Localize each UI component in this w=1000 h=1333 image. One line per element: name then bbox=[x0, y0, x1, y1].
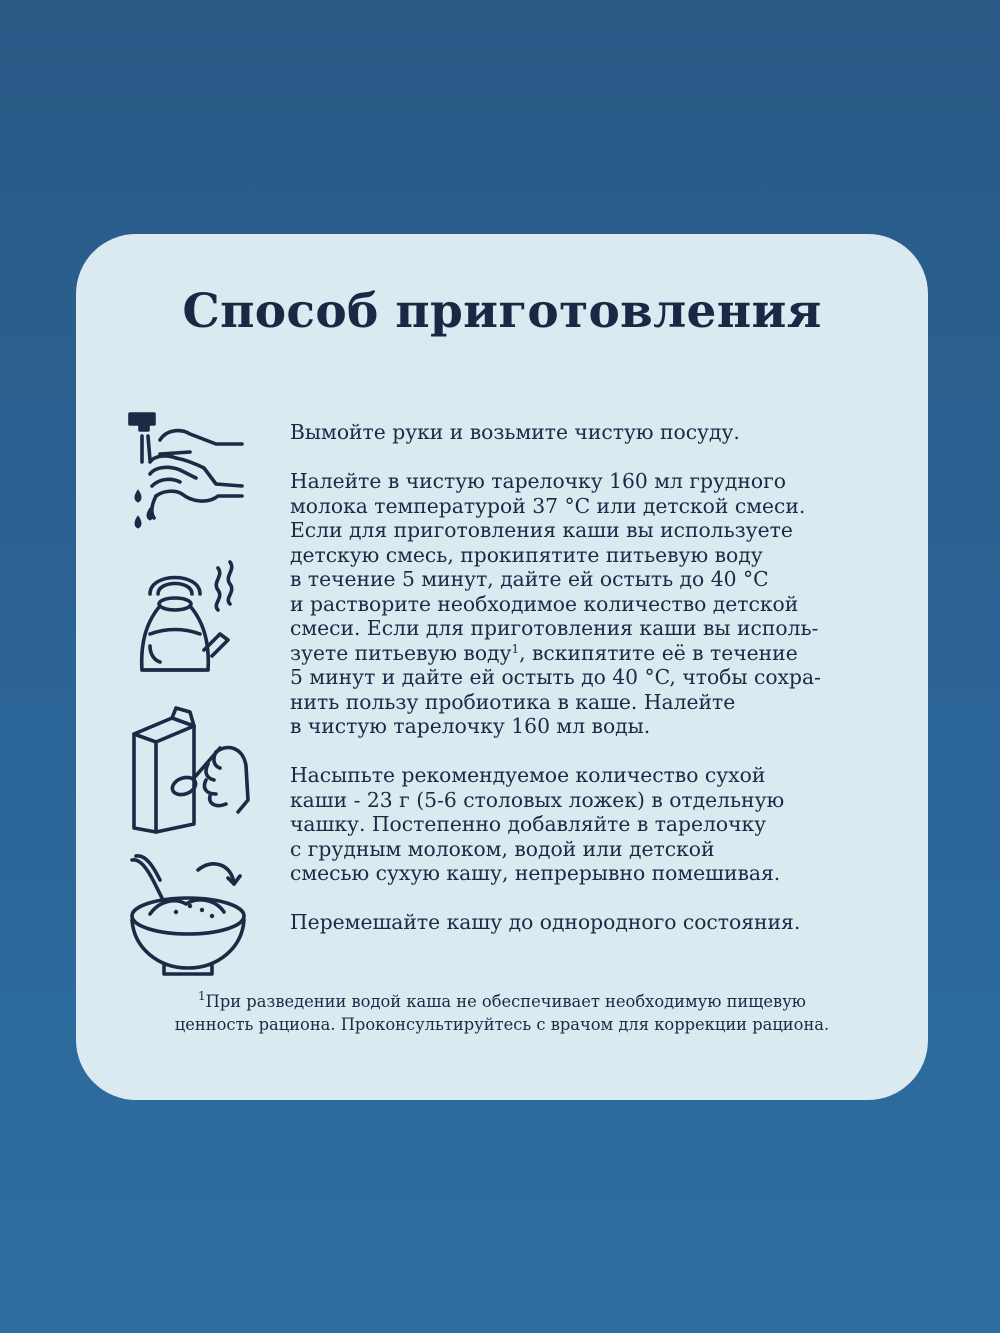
step-add-cereal: Насыпьте рекомендуемое количество сухой каши - 23 г (5-6 столовых ложек) в отдельную чашку. Постепенно добавляйте в тарелочку с грудным молоком, водой или детской смесью сухую кашу, непрерывно помешивая. bbox=[290, 763, 785, 885]
instructions-text bbox=[290, 420, 890, 959]
kettle-icon bbox=[120, 550, 260, 690]
step-line-with-footnote: зуете питьевую воду$^1$, вскипятите её в течение bbox=[290, 640, 798, 665]
footnote-mark: 1 bbox=[511, 641, 520, 656]
step-mix: Перемешайте кашу до однородного состояния. bbox=[290, 910, 801, 934]
footnote-number: 1 bbox=[198, 989, 206, 1003]
page-title: Способ приготовления bbox=[182, 284, 822, 339]
hand-washing-icon bbox=[120, 404, 260, 544]
porridge-bowl-icon bbox=[120, 844, 260, 984]
step-pour-liquid: Налейте в чистую тарелочку 160 мл грудного молока температурой 37 °C или детской смеси. Если для приготовления каши вы используете детскую смесь, прокипятите питьевую воду в течение 5 минут, дайте ей остыть до 40 °C и растворите необходимое количество детской смеси. Если для приготовления каши вы исполь- зуете питьевую воду$^1$, вскипятите её в течение 5 минут и дайте ей остыть до 40 °C, чтобы сохра- нить пользу пробиотика в каше. Налейте в чистую тарелочку 160 мл воды. bbox=[290, 469, 890, 739]
instructions-card bbox=[76, 234, 928, 1100]
step-wash-hands: Вымойте руки и возьмите чистую посуду. bbox=[290, 420, 740, 444]
footnote: $^1$При разведении водой каша не обеспечивает необходимую пищевую ценность рациона. Проконсультируйтесь с врачом для коррекции рациона. bbox=[174, 989, 830, 1034]
cereal-box-spoon-icon bbox=[120, 700, 260, 840]
